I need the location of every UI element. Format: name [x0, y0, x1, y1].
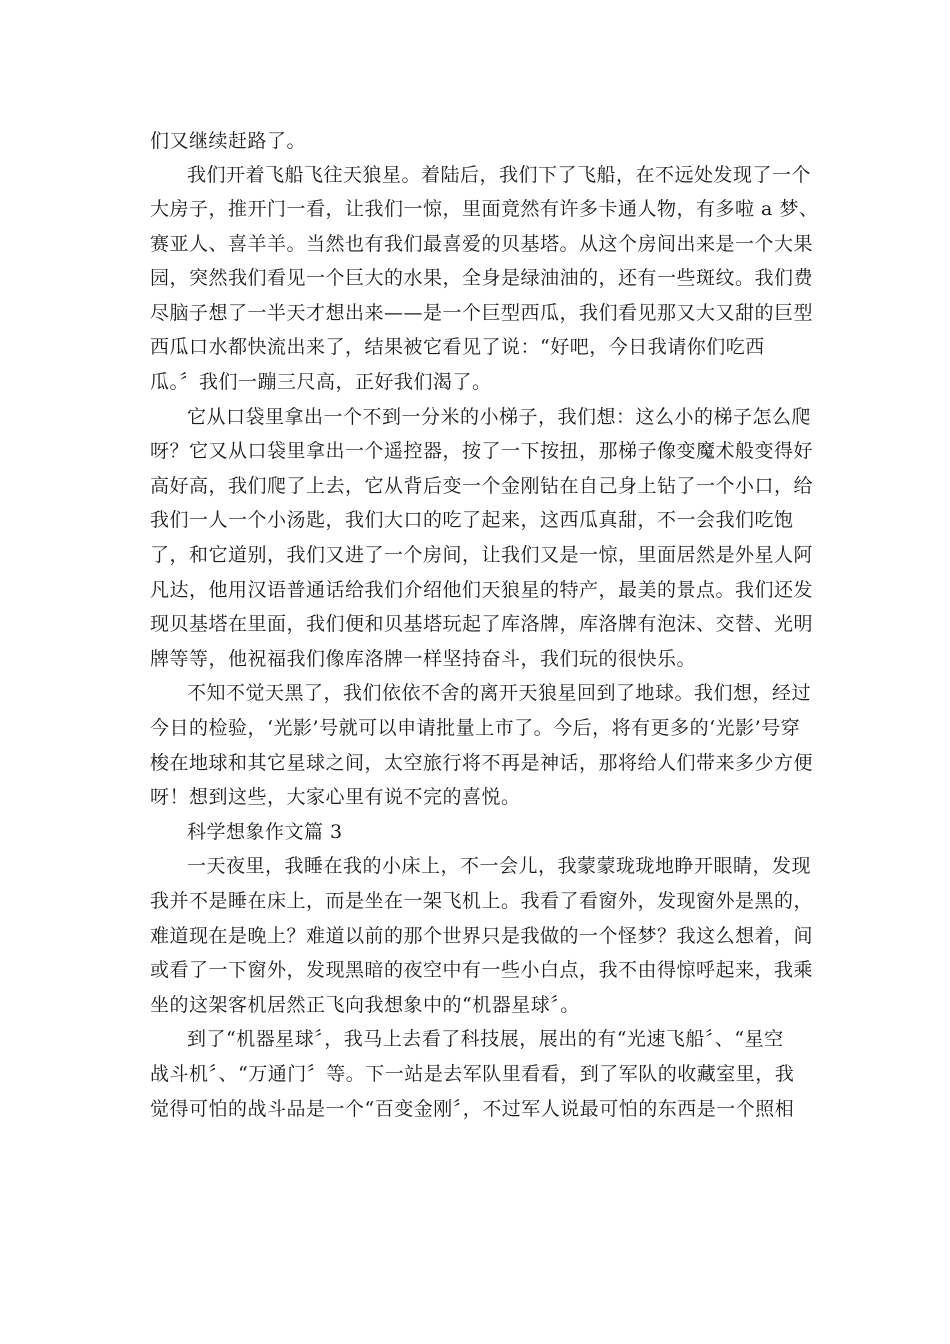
text-line: 高好高，我们爬了上去，它从背后变一个金刚钻在自己身上钻了一个小口，给 — [150, 475, 814, 497]
text-line: 我并不是睡在床上，而是坐在一架飞机上。我看了看窗外，发现窗外是黑的， — [150, 890, 814, 912]
text-line: 坐的这架客机居然正飞向我想象中的“机器星球〞。 — [150, 994, 580, 1016]
text-line: 呀？它又从口袋里拿出一个遥控器，按了一下按扭，那梯子像变魔术般变得好 — [150, 440, 814, 462]
text-line: 现贝基塔在里面，我们便和贝基塔玩起了库洛牌，库洛牌有泡沫、交替、光明 — [150, 613, 814, 635]
text-line: 们又继续赶路了。 — [150, 130, 307, 152]
text-line: 不知不觉天黑了，我们依依不舍的离开天狼星回到了地球。我们想，经过 — [187, 682, 812, 704]
text-line: 或看了一下窗外，发现黑暗的夜空中有一些小白点，我不由得惊呼起来，我乘 — [150, 959, 814, 981]
text-line: 呀！想到这些，大家心里有说不完的喜悦。 — [150, 786, 521, 808]
text-line: 觉得可怕的战斗品是一个“百变金刚〞，不过军人说最可怕的东西是一个照相 — [150, 1098, 795, 1120]
text-line: 赛亚人、喜羊羊。当然也有我们最喜爱的贝基塔。从这个房间出来是一个大果 — [150, 233, 814, 255]
text-line: 凡达，他用汉语普通话给我们介绍他们天狼星的特产，最美的景点。我们还发 — [150, 579, 814, 601]
text-line: 梭在地球和其它星球之间，太空旅行将不再是神话，那将给人们带来多少方便 — [150, 752, 814, 774]
text-line: 西瓜口水都快流出来了，结果被它看见了说：“好吧，今日我请你们吃西 — [150, 336, 765, 358]
text-line: 战斗机〞、“万通门〞等。下一站是去军队里看看，到了军队的收藏室里，我 — [150, 1063, 795, 1085]
text-line: 我们一人一个小汤匙，我们大口的吃了起来，这西瓜真甜，不一会我们吃饱 — [150, 509, 794, 531]
text-line: 了，和它道别，我们又进了一个房间，让我们又是一惊，里面居然是外星人阿 — [150, 544, 814, 566]
text-line: 牌等等，他祝福我们像库洛牌一样坚持奋斗，我们玩的很快乐。 — [150, 648, 697, 670]
text-line: 今日的检验，‘光影’号就可以申请批量上市了。今后，将有更多的‘光影’号穿 — [150, 717, 801, 739]
text-line: 大房子，推开门一看，让我们一惊，里面竟然有许多卡通人物，有多啦 a 梦、 — [150, 198, 819, 220]
text-line: 瓜。〞我们一蹦三尺高，正好我们渴了。 — [150, 371, 492, 393]
text-line: 我们开着飞船飞往天狼星。着陆后，我们下了飞船，在不远处发现了一个 — [187, 164, 812, 186]
text-line: 到了“机器星球〞，我马上去看了科技展，展出的有“光速飞船〞、“星空 — [187, 1028, 784, 1050]
text-line: 尽脑子想了一半天才想出来——是一个巨型西瓜，我们看见那又大又甜的巨型 — [150, 302, 814, 324]
section-heading: 科学想象作文篇 3 — [187, 821, 343, 843]
text-line: 园，突然我们看见一个巨大的水果，全身是绿油油的，还有一些斑纹。我们费 — [150, 267, 814, 289]
text-line: 它从口袋里拿出一个不到一分米的小梯子，我们想：这么小的梯子怎么爬 — [187, 406, 812, 428]
text-line: 一天夜里，我睡在我的小床上，不一会儿，我蒙蒙珑珑地睁开眼睛，发现 — [187, 855, 812, 877]
text-line: 难道现在是晚上？难道以前的那个世界只是我做的一个怪梦？我这么想着，间 — [150, 925, 814, 947]
